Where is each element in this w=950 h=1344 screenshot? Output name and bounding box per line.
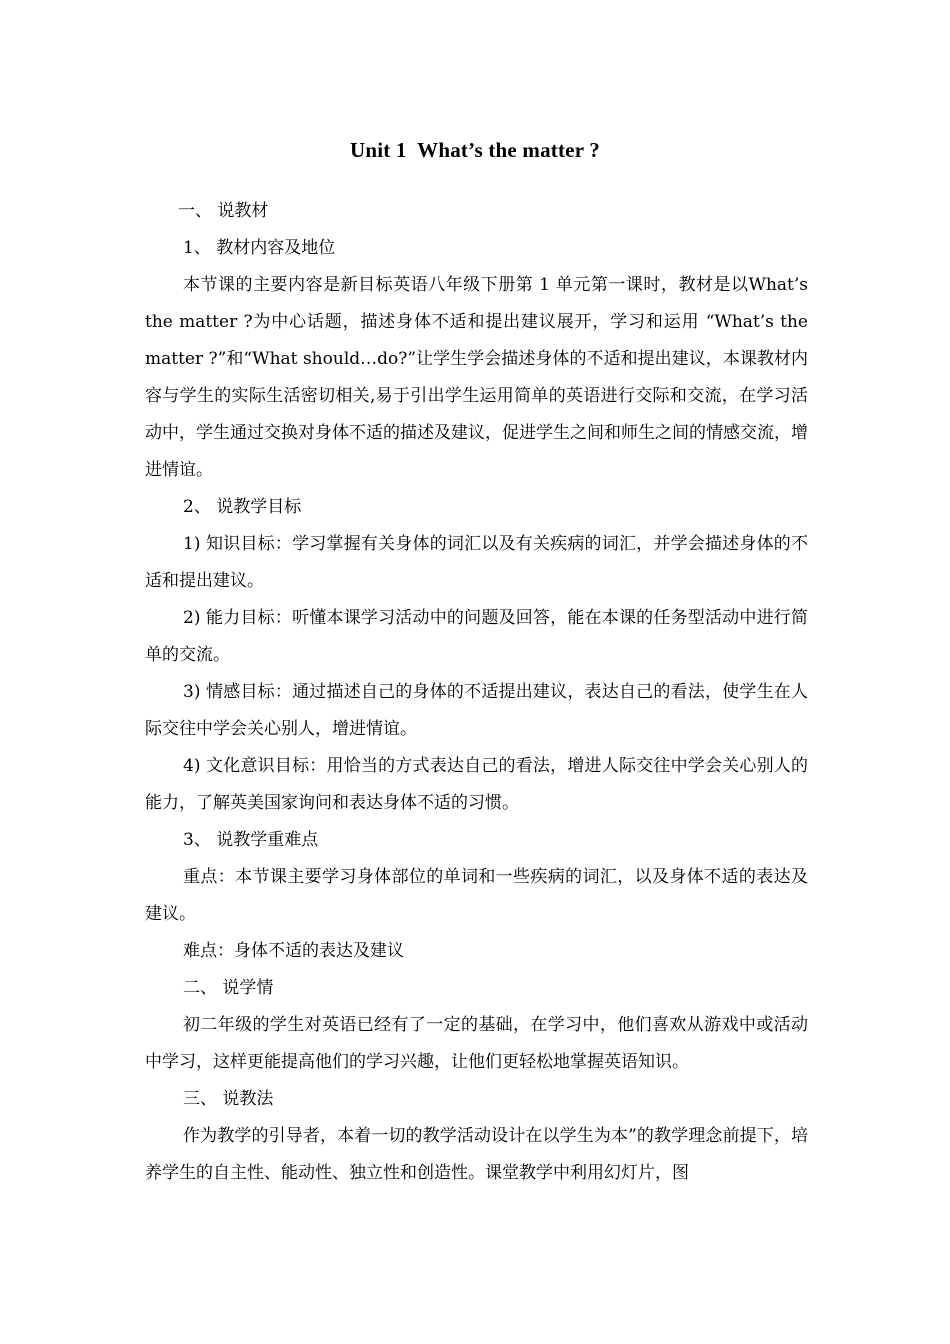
section-heading-students: 二、 说学情	[183, 978, 274, 998]
subheading-key-difficult-points: 3、 说教学重难点	[183, 830, 319, 850]
paragraph-key-point: 重点：本节课主要学习身体部位的单词和一些疾病的词汇，以及身体不适的表达及建议。	[145, 867, 808, 924]
paragraph-culture-goal: 4) 文化意识目标：用恰当的方式表达自己的看法，增进人际交往中学会关心别人的能力，了解英美国家询问和表达身体不适的习惯。	[145, 756, 808, 813]
paragraph-methods: 作为教学的引导者，本着一切的教学活动设计在以学生为本”的教学理念前提下，培养学生的自主性、能动性、独立性和创造性。课堂教学中利用幻灯片，图	[145, 1126, 808, 1183]
paragraph-ability-goal: 2) 能力目标：听懂本课学习活动中的问题及回答，能在本课的任务型活动中进行简单的交流。	[145, 608, 808, 665]
paragraph-difficult-point: 难点：身体不适的表达及建议	[183, 941, 404, 961]
section-heading-methods: 三、 说教法	[183, 1089, 274, 1109]
paragraph-knowledge-goal: 1) 知识目标：学习掌握有关身体的词汇以及有关疾病的词汇，并学会描述身体的不适和提出建议。	[145, 534, 808, 591]
subheading-teaching-goals: 2、 说教学目标	[183, 497, 302, 517]
section-heading-textbook: 一、 说教材	[178, 201, 269, 221]
paragraph-content-description: 本节课的主要内容是新目标英语八年级下册第 1 单元第一课时，教材是以What’s the matter ?为中心话题，描述身体不适和提出建议展开，学习和运用 “What’s the matter ?”和“What should…do?”让学生学会描述身体的不适和提出建议，本课教材内容与学生的实际生活密切相关,易于引出学生运用简单的英语进行交际和交流，在学习活动中，学生通过交换对身体不适的描述及建议，促进学生之间和师生之间的情感交流，增进情谊。	[145, 275, 808, 480]
document-title: Unit 1 What’s the matter ?	[350, 138, 600, 162]
document-body	[145, 193, 808, 1192]
subheading-content-position: 1、 教材内容及地位	[183, 238, 336, 258]
paragraph-emotion-goal: 3) 情感目标：通过描述自己的身体的不适提出建议，表达自己的看法，使学生在人际交往中学会关心别人，增进情谊。	[145, 682, 808, 739]
paragraph-students: 初二年级的学生对英语已经有了一定的基础，在学习中，他们喜欢从游戏中或活动中学习，这样更能提高他们的学习兴趣，让他们更轻松地掌握英语知识。	[145, 1015, 808, 1072]
